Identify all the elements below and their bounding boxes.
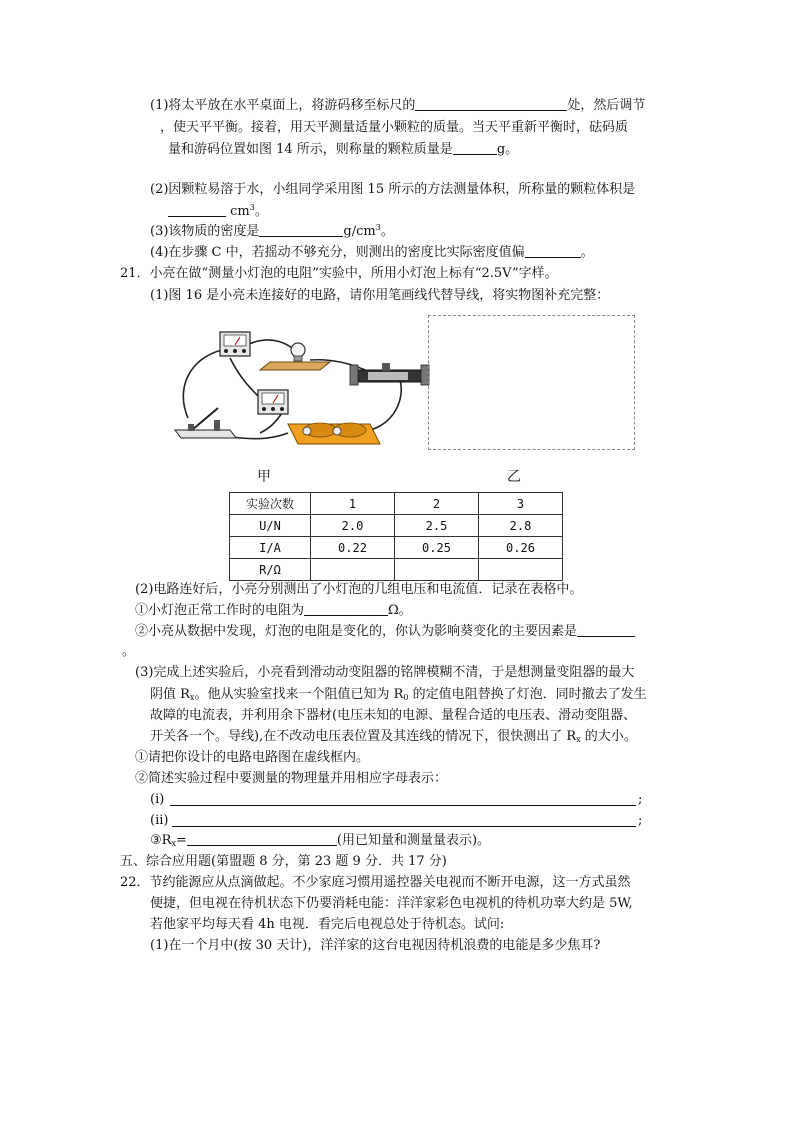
- subscript: x: [171, 839, 176, 848]
- table-header-cell: 3: [479, 493, 563, 515]
- table-cell-empty[interactable]: [311, 559, 395, 581]
- q21-part3-line2: [150, 685, 647, 705]
- section-heading: 五、综合应用题(第盟题 8 分，第 23 题 9 分．共 17 分): [120, 854, 447, 869]
- q20-part1-text-b: 处，然后调节: [567, 98, 646, 113]
- answer-blank[interactable]: [453, 140, 497, 155]
- q21-part3-3-text: =: [175, 833, 187, 848]
- q21-part1: (1)图 16 是小亮未连接好的电路，请你用笔画线代替导线，将实物图补充完整：: [150, 288, 610, 303]
- answer-blank[interactable]: [187, 831, 337, 846]
- q21-part3-3-note: (用已知量和测量量表示)。: [336, 833, 491, 848]
- answer-blank[interactable]: [577, 622, 635, 637]
- circuit-figure-jia: [170, 318, 440, 458]
- q20-part2-end: 。: [254, 204, 268, 219]
- table-header-cell: 实验次数: [230, 493, 311, 515]
- table-cell: U/N: [230, 515, 311, 537]
- table-cell: 0.25: [395, 537, 479, 559]
- q21-part2-1: [135, 601, 412, 621]
- battery-pack: [288, 423, 380, 444]
- q21-part3-text: 。他从实验室找来一个阻值已知为 R: [194, 687, 404, 702]
- q21-part3-i-label: (i): [150, 792, 165, 807]
- ammeter: [220, 332, 250, 356]
- q21-part3-2: ②简述实验过程中要测量的物理量并用相应字母表示：: [135, 771, 448, 786]
- q20-part1-line2: ，使天平平衡。接着，用天平测量适量小颗粒的质量。当天平重新平衡时，砝码质: [160, 120, 629, 135]
- subscript: x: [189, 693, 195, 702]
- answer-line-i[interactable]: [170, 805, 636, 806]
- semicolon: ;: [638, 813, 643, 828]
- table-header-row: [230, 493, 563, 515]
- q20-part2-exponent: 3: [249, 203, 255, 212]
- wire: [370, 380, 401, 430]
- q20-part1-line1: [150, 96, 645, 116]
- q20-part3-end: 。: [380, 224, 394, 239]
- q20-part1-text-d: 量和游码位置如图 14 所示，则称量的颗粒质量是: [168, 142, 453, 157]
- answer-blank[interactable]: [525, 243, 581, 258]
- q22-line2: 便捷，但电视在待机状态下仍要消耗电能：洋洋家彩色电视机的待机功辜大约是 5W,: [150, 896, 633, 911]
- answer-blank[interactable]: [415, 96, 567, 111]
- answer-blank[interactable]: [259, 222, 343, 237]
- q21-part3-text: 开关各一个。导线),在不改动电压表位置及其连线的情况下，很快测出了 R: [150, 729, 577, 744]
- q20-part3-exponent: 3: [375, 223, 381, 232]
- q22-line1: 22．节约能源应从点滴做起。不少家庭习惯用遥控器关电视而不断开电源，这一方式虽然: [120, 875, 631, 890]
- subscript: 0: [403, 693, 409, 702]
- q20-part3-line: [150, 222, 394, 242]
- wire: [260, 413, 282, 433]
- q20-part1-text-a: (1)将太平放在水平桌面上，将游码移至标尺的: [150, 98, 416, 113]
- wire: [230, 358, 262, 400]
- table-cell: 0.22: [311, 537, 395, 559]
- q20-part2-line2: [168, 202, 268, 222]
- table-cell: R/Ω: [230, 559, 311, 581]
- q21-part2-2-text: ②小亮从数据中发现，灯泡的电阻是变化的，你认为影响葵变化的主要因素是: [135, 624, 578, 639]
- q21-part2-1-unit: Ω。: [388, 603, 412, 618]
- table-row: [230, 559, 563, 581]
- q21-part3-text: 的定值电阻替换了灯泡．同时撤去了发生: [408, 687, 647, 702]
- table-row: [230, 515, 563, 537]
- q21-part3-3-text: ③R: [150, 833, 172, 848]
- q20-part1-line3: [168, 140, 518, 160]
- q21-part3-text: 的大小。: [580, 729, 637, 744]
- q21-stem: 21．小亮在做“测量小灯泡的电阻”实验中，所用小灯泡上标有“2.5V”字样。: [120, 266, 558, 281]
- q21-part2-2: [135, 622, 635, 642]
- q22-line3: 若他家平均每天看 4h 电视．看完后电视总处于待机态。试问:: [150, 917, 505, 932]
- q21-part3-line4: [150, 727, 637, 747]
- table-cell: 0.26: [479, 537, 563, 559]
- q22-line4: (1)在一个月中(按 30 天计)，洋洋家的这台电视因待机浪费的电能是多少焦耳?: [150, 938, 601, 953]
- q21-part2-2-end: 。: [122, 644, 136, 659]
- q20-part3-text: (3)该物质的密度是: [150, 224, 260, 239]
- q21-part3-text: 阴值 R: [150, 687, 190, 702]
- q20-part4-line: [150, 243, 594, 263]
- voltmeter: [258, 390, 288, 414]
- switch: [175, 408, 236, 438]
- answer-blank[interactable]: [168, 202, 226, 217]
- q20-part2-line1: (2)因颗粒易溶于水，小组同学采用图 15 所示的方法测量体积，所称量的颗粒体积是: [150, 182, 636, 197]
- table-row: [230, 537, 563, 559]
- q20-part1-unit: g。: [496, 142, 519, 157]
- circuit-diagram-answer-box[interactable]: [428, 315, 635, 450]
- rheostat: [350, 363, 429, 385]
- q21-part2-1-text: ①小灯泡正常工作时的电阻为: [135, 603, 305, 618]
- q20-part4-text: (4)在步骤 C 中，若摇动不够充分，则测出的密度比实际密度值偏: [150, 245, 525, 260]
- table-cell-empty[interactable]: [395, 559, 479, 581]
- q20-part2-unit: cm: [230, 204, 250, 219]
- wire: [183, 350, 222, 418]
- figure-label-yi: 乙: [507, 469, 521, 485]
- answer-blank[interactable]: [304, 601, 388, 616]
- table-cell: 2.5: [395, 515, 479, 537]
- q20-part4-end: 。: [580, 245, 594, 260]
- table-cell: 2.0: [311, 515, 395, 537]
- table-header-cell: 1: [311, 493, 395, 515]
- q21-part3-1: ①请把你设计的电路电路图在虚线框内。: [135, 750, 370, 765]
- table-header-cell: 2: [395, 493, 479, 515]
- q21-part2: (2)电路连好后，小亮分别测出了小灯泡的几组电压和电流值．记录在表格中。: [135, 582, 583, 597]
- figure-label-jia: 甲: [257, 469, 271, 485]
- semicolon: ;: [638, 792, 643, 807]
- table-cell: I/A: [230, 537, 311, 559]
- experiment-data-table: [229, 492, 563, 581]
- q21-part3-ii-label: (ii): [150, 813, 169, 828]
- q21-part3-line3: 故障的电流表，并利用余下器材(电压未知的电源、量程合适的电压表、滑动变阻器、: [150, 708, 637, 723]
- light-bulb: [260, 343, 330, 370]
- q21-part3-line1: (3)完成上述实验后，小亮看到滑动动变阻器的铭牌模糊不清，于是想测量变阻器的最大: [135, 665, 635, 680]
- table-cell-empty[interactable]: [479, 559, 563, 581]
- q21-part3-3: [150, 831, 490, 851]
- q20-part3-unit: g/cm: [343, 224, 376, 239]
- table-cell: 2.8: [479, 515, 563, 537]
- answer-line-ii[interactable]: [172, 826, 636, 827]
- subscript: x: [576, 735, 581, 744]
